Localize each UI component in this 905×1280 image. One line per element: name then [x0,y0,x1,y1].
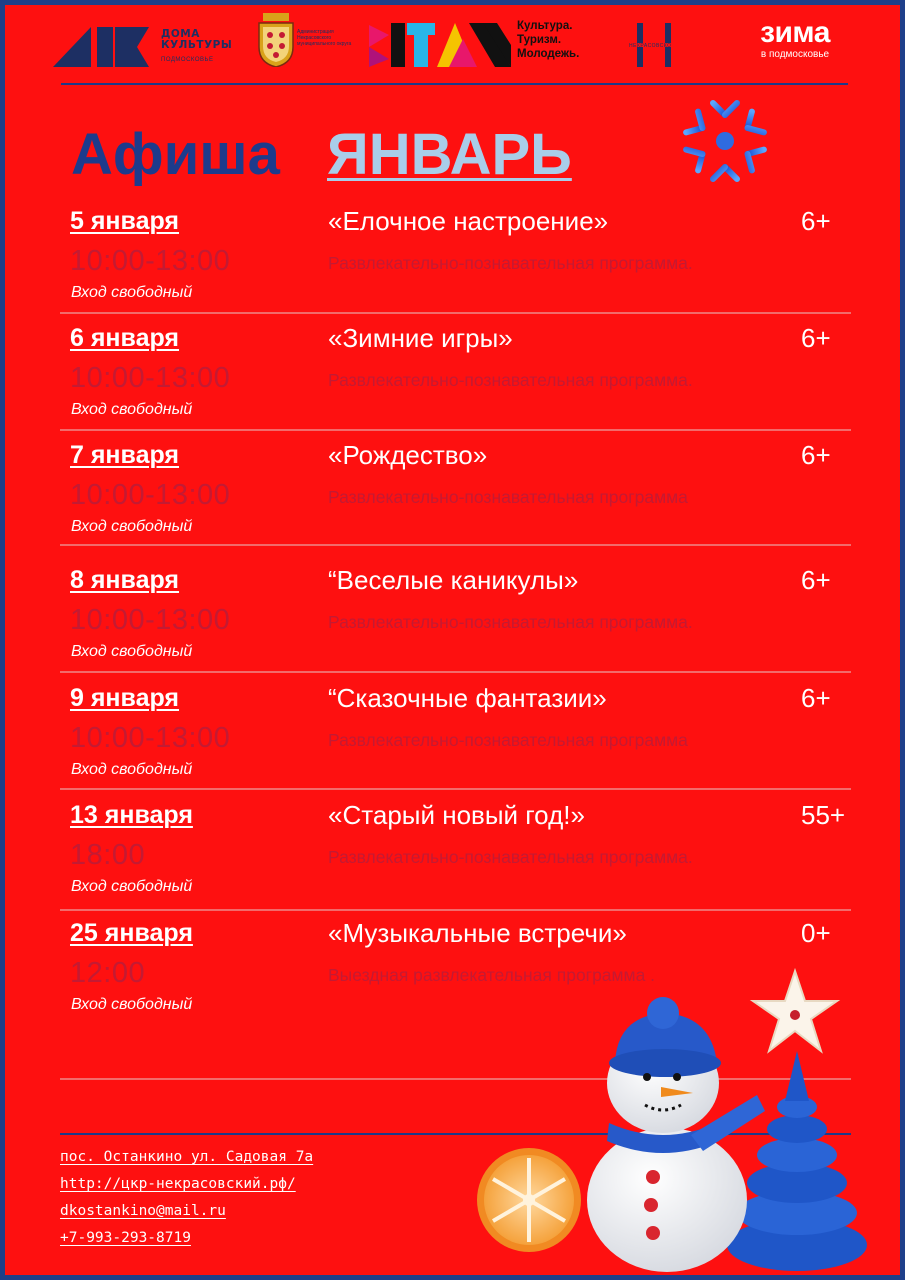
event-age-rating: 6+ [801,440,831,470]
event-row [5,206,900,322]
logo-bar [5,5,900,85]
poster [5,5,900,1275]
event-name: «Рождество» [328,440,488,470]
doma-kultury-line1: ДОМА [161,28,200,40]
event-date: 5 января [70,207,180,235]
snowman-illustration [587,997,765,1272]
event-divider [60,671,851,673]
coat-of-arms-icon [257,13,295,67]
event-date: 9 января [70,684,180,712]
snowflake-icon [673,89,777,193]
event-entry: Вход свободный [71,643,193,660]
event-date: 25 января [70,919,193,947]
ktm-line2: Туризм. [517,34,562,46]
doma-kultury-line2: КУЛЬТУРЫ [161,39,233,51]
event-description: Развлекательно-познавательная программа [328,730,688,750]
ktm-line3: Молодежь. [517,48,580,60]
event-name: “Веселые каникулы» [328,565,579,595]
event-time: 10:00-13:00 [70,362,231,394]
event-divider [60,909,851,911]
top-divider [61,83,848,85]
event-entry: Вход свободный [71,878,193,895]
event-time: 10:00-13:00 [70,722,231,754]
page-title: Афиша [71,122,280,187]
event-name: «Музыкальные встречи» [328,918,627,948]
winter-decoration [467,955,900,1275]
address-text: пос. Останкино ул. Садовая 7а [60,1149,314,1165]
event-description: Развлекательно-познавательная программа. [328,612,693,632]
h-logo [627,19,683,69]
event-entry: Вход свободный [71,761,193,778]
email-link[interactable]: dkostankino@mail.ru [60,1203,226,1219]
event-divider [60,788,851,790]
event-name: «Старый новый год!» [328,800,585,830]
event-time: 10:00-13:00 [70,245,231,277]
event-time: 12:00 [70,957,146,989]
zima-logo [739,17,851,69]
event-age-rating: 6+ [801,323,831,353]
event-row [5,683,900,799]
event-age-rating: 0+ [801,918,831,948]
contacts-block [60,1144,313,1252]
event-row [5,565,900,681]
event-time: 10:00-13:00 [70,479,231,511]
month-title: ЯНВАРЬ [327,122,572,187]
doma-kultury-mark-icon [53,23,153,71]
zima-subtitle: в подмосковье [760,49,830,60]
event-date: 6 января [70,324,180,352]
event-row [5,323,900,439]
event-entry: Вход свободный [71,996,193,1013]
event-date: 7 января [70,441,180,469]
event-divider [60,544,851,546]
event-time: 10:00-13:00 [70,604,231,636]
event-divider [60,312,851,314]
orange-slice-illustration [477,1148,581,1252]
event-entry: Вход свободный [71,284,193,301]
event-date: 8 января [70,566,180,594]
event-entry: Вход свободный [71,518,193,535]
knitted-tree-illustration [727,1051,867,1271]
zima-title: зима [760,16,830,49]
event-name: “Сказочные фантазии» [328,683,607,713]
administration-logo [257,13,357,73]
event-row [5,800,900,916]
event-date: 13 января [70,801,193,829]
doma-kultury-logo [53,23,233,71]
event-time: 18:00 [70,839,146,871]
event-divider [60,429,851,431]
ktm-mark-icon [365,19,511,71]
website-link[interactable]: http://цкр-некрасовский.рф/ [60,1176,296,1192]
event-description: Развлекательно-познавательная программа. [328,253,693,273]
administration-text: Администрация Некрасовского муниципального округа [297,29,352,47]
ktm-line1: Культура. [517,20,573,32]
culture-tourism-youth-logo [365,19,605,71]
event-age-rating: 6+ [801,683,831,713]
event-entry: Вход свободный [71,401,193,418]
event-description: Развлекательно-познавательная программа [328,487,688,507]
event-description: Развлекательно-познавательная программа. [328,847,693,867]
star-ornament-illustration [753,971,837,1051]
event-age-rating: 55+ [801,800,846,830]
event-description: Выездная развлекательная программа . [328,965,656,985]
h-logo-text: НЕКРАСОВСКО [629,43,672,49]
event-age-rating: 6+ [801,206,831,236]
event-row [5,440,900,556]
phone-link[interactable]: +7-993-293-8719 [60,1230,191,1246]
event-description: Развлекательно-познавательная программа. [328,370,693,390]
event-age-rating: 6+ [801,565,831,595]
doma-kultury-sub: ПОДМОСКОВЬЕ [161,57,214,63]
event-name: «Елочное настроение» [328,206,609,236]
event-name: «Зимние игры» [328,323,513,353]
